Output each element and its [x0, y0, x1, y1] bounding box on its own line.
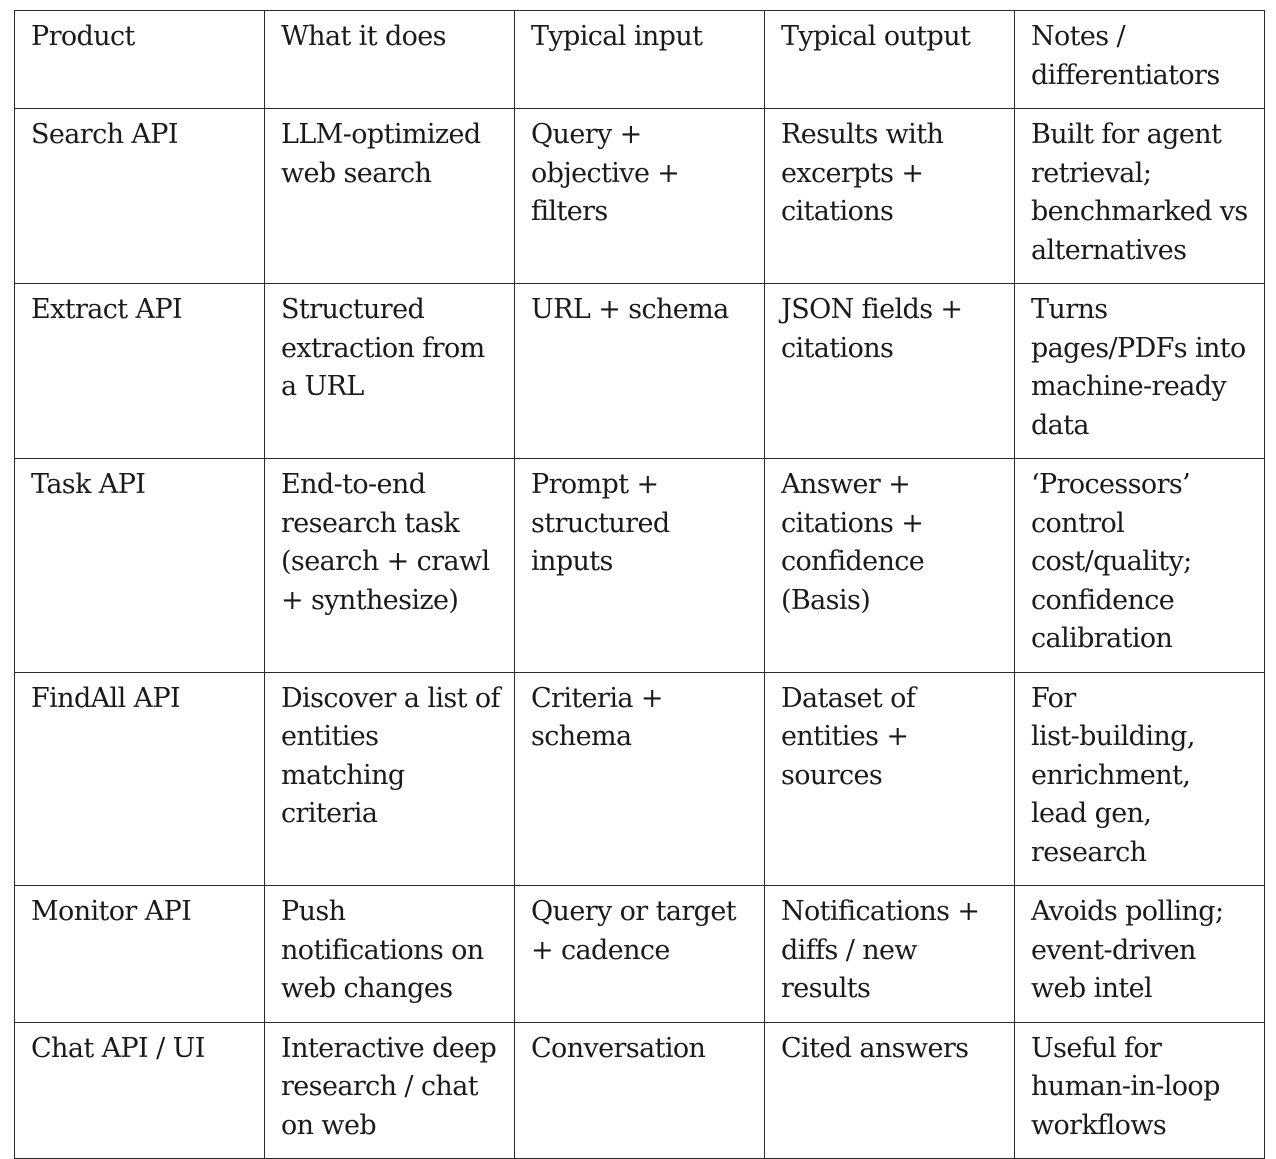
cell-notes: Avoids polling; event-driven web intel: [1015, 886, 1265, 1023]
cell-notes: Turns pages/PDFs into machine-ready data: [1015, 284, 1265, 459]
table-row: [15, 109, 1265, 284]
cell-what-it-does: Interactive deep research / chat on web: [265, 1022, 515, 1159]
table-row: [15, 459, 1265, 673]
cell-typical-input: URL + schema: [515, 284, 765, 459]
table-row: [15, 672, 1265, 886]
cell-product: Monitor API: [15, 886, 265, 1023]
cell-what-it-does: LLM-optimized web search: [265, 109, 515, 284]
cell-typical-output: JSON fields + citations: [765, 284, 1015, 459]
cell-notes: For list-building, enrichment, lead gen, research: [1015, 672, 1265, 886]
cell-typical-output: Notifications + diffs / new results: [765, 886, 1015, 1023]
cell-product: FindAll API: [15, 672, 265, 886]
cell-typical-input: Conversation: [515, 1022, 765, 1159]
cell-product: Search API: [15, 109, 265, 284]
header-notes: Notes / differentiators: [1015, 11, 1265, 109]
header-typical-output: Typical output: [765, 11, 1015, 109]
table-row: [15, 886, 1265, 1023]
header-typical-input: Typical input: [515, 11, 765, 109]
table-row: [15, 284, 1265, 459]
cell-product: Extract API: [15, 284, 265, 459]
document-page: [14, 10, 1264, 1159]
cell-typical-output: Results with excerpts + citations: [765, 109, 1015, 284]
cell-what-it-does: End-to-end research task (search + crawl + synthesize): [265, 459, 515, 673]
product-comparison-table: [14, 10, 1265, 1159]
cell-typical-input: Query or target + cadence: [515, 886, 765, 1023]
cell-notes: ‘Processors’ control cost/quality; confidence calibration: [1015, 459, 1265, 673]
cell-notes: Built for agent retrieval; benchmarked vs alternatives: [1015, 109, 1265, 284]
cell-notes: Useful for human-in-loop workflows: [1015, 1022, 1265, 1159]
header-row: [15, 11, 1265, 109]
cell-what-it-does: Structured extraction from a URL: [265, 284, 515, 459]
table-row: [15, 1022, 1265, 1159]
cell-typical-input: Prompt + structured inputs: [515, 459, 765, 673]
header-product: Product: [15, 11, 265, 109]
cell-what-it-does: Discover a list of entities matching criteria: [265, 672, 515, 886]
cell-typical-input: Criteria + schema: [515, 672, 765, 886]
cell-typical-output: Cited answers: [765, 1022, 1015, 1159]
cell-product: Task API: [15, 459, 265, 673]
cell-typical-output: Dataset of entities + sources: [765, 672, 1015, 886]
cell-typical-input: Query + objective + filters: [515, 109, 765, 284]
cell-typical-output: Answer + citations + confidence (Basis): [765, 459, 1015, 673]
cell-what-it-does: Push notifications on web changes: [265, 886, 515, 1023]
header-what-it-does: What it does: [265, 11, 515, 109]
cell-product: Chat API / UI: [15, 1022, 265, 1159]
